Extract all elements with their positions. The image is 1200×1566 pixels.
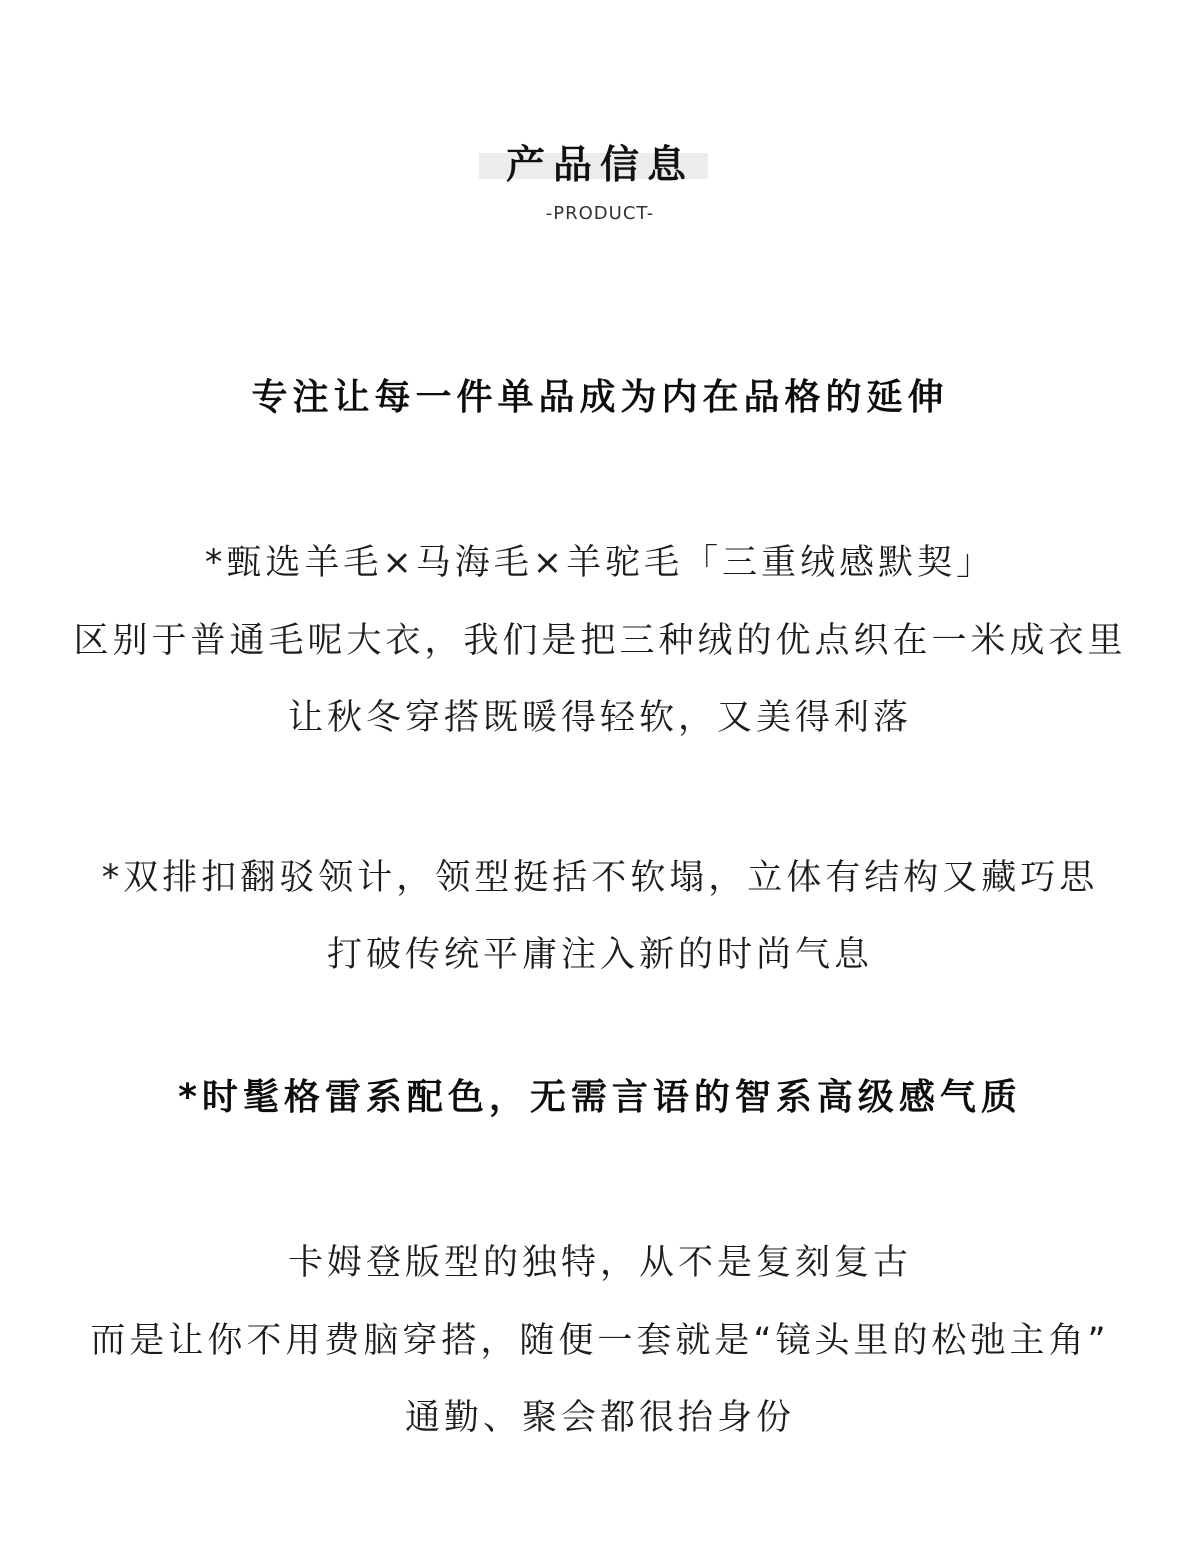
page-subtitle: -PRODUCT- (545, 203, 655, 224)
section2-line-1: *双排扣翻驳领计，领型挺括不软塌，立体有结构又藏巧思 (101, 858, 1099, 898)
section3-line-2: 而是让你不用费脑穿搭，随便一套就是“镜头里的松弛主角” (90, 1321, 1110, 1361)
section3-line-3: 通勤、聚会都很抬身份 (404, 1398, 795, 1438)
section2-line-2: 打破传统平庸注入新的时尚气息 (326, 935, 873, 975)
section1-line-2: 区别于普通毛呢大衣，我们是把三种绒的优点织在一米成衣里 (73, 621, 1127, 661)
section1-line-3: 让秋冬穿搭既暖得轻软，又美得利落 (287, 698, 912, 738)
section1-line-1: *甄选羊毛×马海毛×羊驼毛「三重绒感默契」 (204, 543, 996, 583)
headline-2: *时髦格雷系配色，无需言语的智系高级感气质 (178, 1077, 1022, 1118)
headline: 专注让每一件单品成为内在品格的延伸 (251, 377, 949, 418)
page-title: 产品信息 (505, 143, 694, 188)
section3-line-1: 卡姆登版型的独特，从不是复刻复古 (287, 1243, 912, 1283)
